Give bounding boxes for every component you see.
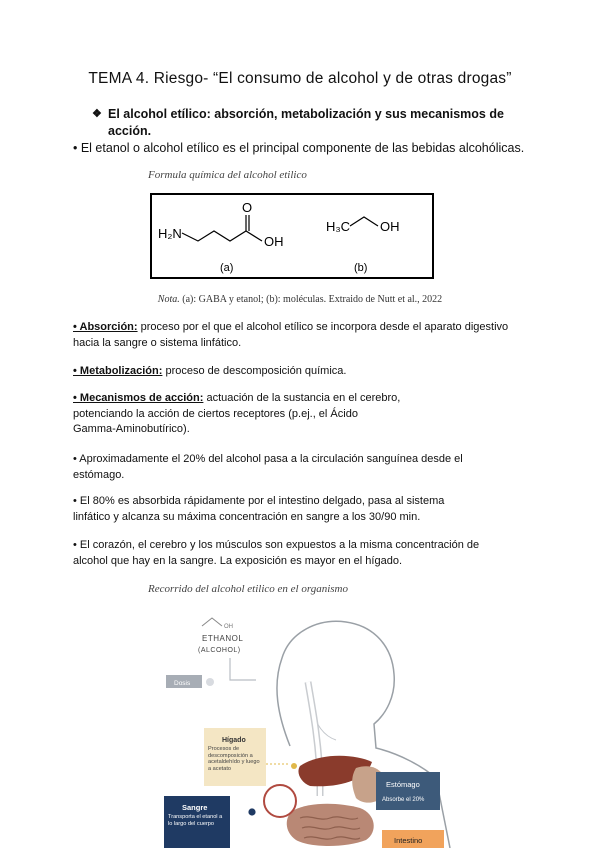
definition-metabolization-text: proceso de descomposición química. [162,365,347,377]
dose-label: Dosis [174,680,191,687]
definition-absorption-text: proceso por el que el alcohol etílico se incorpora desde el aparato digestivo hacia la sangre o sistema linfático. [73,321,509,349]
fact-organs: • El corazón, el cerebro y los músculos son expuestos a la misma concentración de alcohol que hay en la sangre. La exposición es mayor en el hígado. [73,539,480,567]
definition-metabolization [73,364,533,380]
section-heading-text: El alcohol etílico: absorción, metabolización y sus mecanismos de acción. [108,107,504,138]
diamond-bullet-icon: ❖ [92,108,102,120]
page-title: TEMA 4. Riesgo- “El consumo de alcohol y de otras drogas” [88,70,512,87]
ethanol-molecule-icon [202,618,222,626]
alcohol-pathway-figure [160,596,460,848]
stomach-box [376,772,440,810]
glass-icon [206,678,214,686]
intestine-title: Intestino [394,836,423,845]
body-oh-label: OH [224,624,233,630]
blood-title: Sangre [182,803,208,812]
ethanol-label: ETHANOL [202,634,244,643]
ethanol-hydroxyl: OH [380,219,400,234]
note-text: (a): GABA y etanol; (b): moléculas. Extraido de Nutt et al., 2022 [182,294,443,305]
ethanol-methyl-group: H₃C [326,219,351,234]
gaba-label: (a) [220,262,234,274]
definition-absorption [73,320,533,351]
term-absorption: • Absorción: [73,321,138,333]
stomach-title: Estómago [386,780,420,789]
alcohol-label: (ALCOHOL) [198,647,241,654]
formula-frame [151,194,433,278]
liver-title: Hígado [222,737,246,744]
intro-bullet: • El etanol o alcohol etílico es el principal componente de las bebidas alcohólicas. [73,141,525,155]
blood-marker-icon [248,808,256,816]
ethanol-flow-arrow [230,658,256,680]
definition-mechanisms-text: actuación de la sustancia en el cerebro, potenciando la acción de ciertos receptores (p.ej., el Ácido Gamma-Aminobutírico). [73,392,401,435]
intestines-organ [287,804,374,846]
note-label: Nota. [157,294,180,305]
ethanol-label: (b) [354,262,368,274]
formula-figure-caption: Formula química del alcohol etilico [148,169,307,181]
fact-intestine: • El 80% es absorbida rápidamente por el intestino delgado, pasa al sistema linfático y alcanza su máxima concentración en sangre a los 30/90 min. [73,495,445,523]
liver-text-wrap [208,746,264,786]
blood-text: Transporta el etanol a lo largo del cuerpo [168,814,223,827]
liver-text: Procesos de descomposición a acetaldehído y luego a acetato [208,746,260,772]
heart-organ [264,785,296,817]
gaba-amine-group: H₂N [158,226,182,241]
term-mechanisms: • Mecanismos de acción: [73,392,204,404]
body-figure-caption: Recorrido del alcohol etilico en el organismo [148,583,348,595]
gaba-hydroxyl: OH [264,234,284,249]
chemical-formula-figure [150,193,434,279]
stomach-text: Absorbe el 20% [382,797,425,803]
formula-note [0,294,600,305]
term-metabolization: • Metabolización: [73,365,163,377]
section-heading [92,106,512,140]
blood-text-wrap [168,814,228,848]
intestine-shape [287,804,374,846]
liver-marker-icon [291,763,297,769]
fact-stomach: • Aproximadamente el 20% del alcohol pasa a la circulación sanguínea desde el estómago. [73,453,463,481]
gaba-oxygen: O [242,200,253,215]
definition-mechanisms [73,391,403,438]
